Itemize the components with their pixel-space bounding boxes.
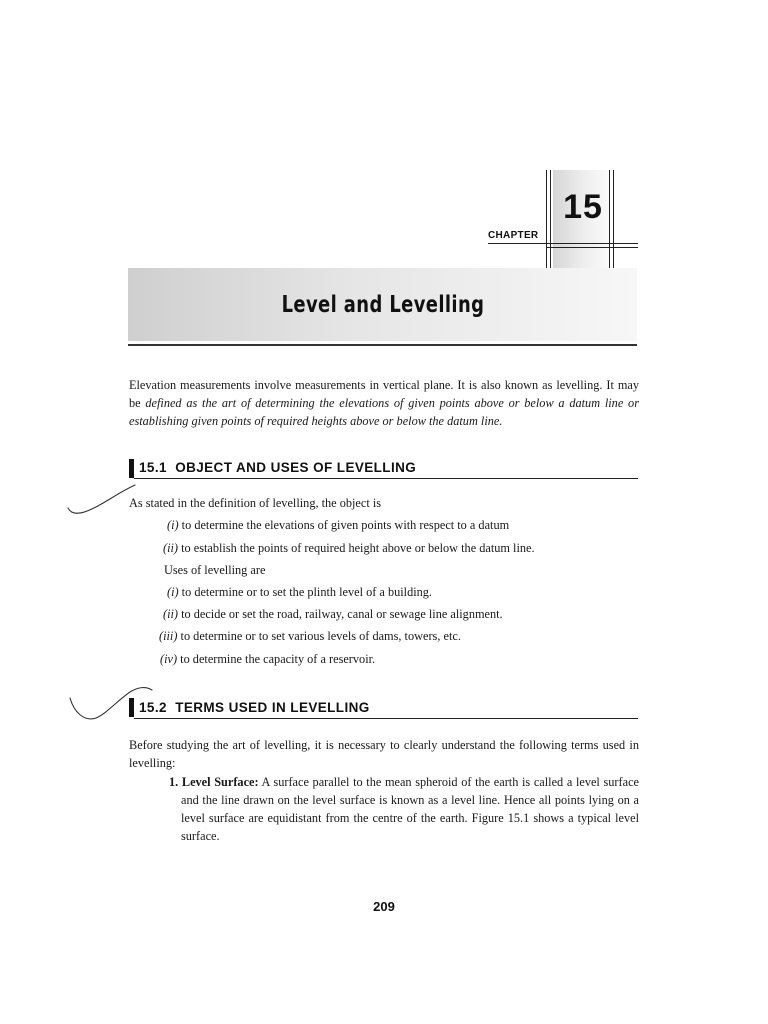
section-rule [134, 478, 638, 479]
chapter-title-banner [128, 268, 637, 341]
terms-lead: Before studying the art of levelling, it is necessary to clearly understand the following terms used in levelling: [129, 738, 639, 770]
title-underline [128, 344, 637, 346]
term-level-surface [169, 773, 639, 845]
section-title: TERMS USED IN LEVELLING [175, 700, 370, 715]
pen-mark-icon [60, 480, 140, 530]
list-item: (i) to determine or to set the plinth level of a building. [167, 585, 433, 599]
chapter-title: Level and Levelling [281, 291, 484, 318]
uses-lead: Uses of levelling are [164, 563, 266, 577]
term-label: 1. Level Surface: [169, 775, 259, 789]
chapter-frame-line [613, 170, 614, 269]
chapter-number: 15 [563, 188, 603, 226]
intro-text: Elevation measurements involve measurements in vertical plane. It is also known as levelling. It may be [129, 378, 639, 410]
list-item: (iv) to determine the capacity of a reservoir. [160, 652, 376, 666]
list-item: (iii) to determine or to set various levels of dams, towers, etc. [159, 629, 461, 643]
page-number: 209 [373, 899, 395, 914]
chapter-label: CHAPTER [488, 230, 539, 241]
list-item: (i) to determine the elevations of given points with respect to a datum [167, 518, 510, 532]
intro-definition: defined as the art of determining the elevations of given points above or below a datum line or establishing given points of required heights above or below the datum line. [129, 396, 639, 428]
chapter-frame-line [546, 247, 638, 248]
section-marker-bar [129, 459, 134, 478]
section-heading-15-1 [139, 460, 416, 475]
list-item: (ii) to decide or set the road, railway, canal or sewage line alignment. [163, 607, 503, 621]
section-number: 15.1 [139, 460, 167, 475]
intro-paragraph [129, 376, 639, 430]
list-item: (ii) to establish the points of required height above or below the datum line. [163, 541, 535, 555]
object-lead: As stated in the definition of levelling, the object is [129, 496, 382, 510]
term-definition: A surface parallel to the mean spheroid of the earth is called a level surface and the line drawn on the level surface is known as a level line. Hence all points lying on a level surface are equidistant from the centre of the earth. Figure 15.1 shows a typical level surface. [181, 775, 639, 843]
section-number: 15.2 [139, 700, 167, 715]
section-rule [134, 718, 638, 719]
chapter-frame-line [488, 243, 638, 244]
pen-mark-icon [60, 680, 160, 730]
chapter-frame-line [550, 170, 551, 269]
chapter-frame-line [546, 170, 547, 269]
section-title: OBJECT AND USES OF LEVELLING [175, 460, 417, 475]
section-heading-15-2 [139, 700, 370, 715]
